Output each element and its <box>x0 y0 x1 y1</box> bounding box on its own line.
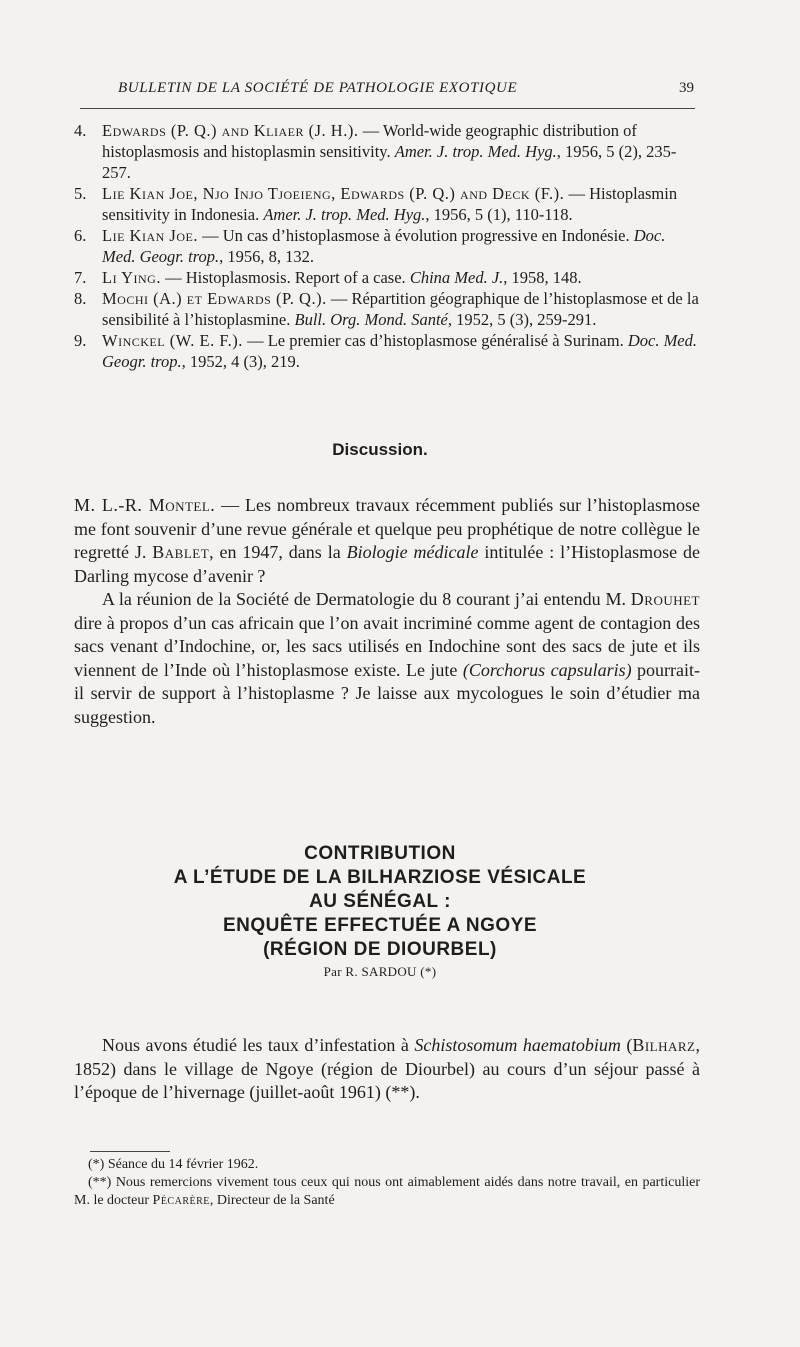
discussion-text <box>74 494 700 729</box>
article-body <box>74 1034 700 1105</box>
discussion-paragraph: A la réunion de la Société de Dermatologie du 8 courant j’ai entendu M. Drouhet dire à propos d’un cas africain que l’on avait incriminé comme agent de contagion des sacs venant d’Indochine, or, les sacs utilisés en Indochine sont des sacs de jute et ils viennent de l’Inde où l’histoplasmose existe. Le jute (Corchorus capsularis) pourrait-il servir de support à l’histoplasme ? Je laisse aux mycologues le soin d’étudier ma suggestion. <box>74 589 700 727</box>
footnotes <box>74 1156 700 1210</box>
reference-item: 4. Edwards (P. Q.) and Kliaer (J. H.). — World-wide geographic distribution of histoplasmosis and histoplasmin sensitivity. Amer. J. trop. Med. Hyg., 1956, 5 (2), 235-257. <box>74 121 677 182</box>
reference-list <box>74 120 700 372</box>
article-title: CONTRIBUTION A L’ÉTUDE DE LA BILHARZIOSE VÉSICALE AU SÉNÉGAL : ENQUÊTE EFFECTUÉE A NGOYE (RÉGION DE DIOURBEL) <box>173 843 587 960</box>
footnote: (*) Séance du 14 février 1962. <box>88 1157 259 1172</box>
reference-item: 9. Winckel (W. E. F.). — Le premier cas d’histoplasmose généralisé à Surinam. Doc. Med. Geogr. trop., 1952, 4 (3), 219. <box>74 331 698 371</box>
reference-item: 6. Lie Kian Joe. — Un cas d’histoplasmose à évolution progressive en Indonésie. Doc. Med. Geogr. trop., 1956, 8, 132. <box>74 226 666 266</box>
discussion-paragraph: M. L.-R. Montel. — Les nombreux travaux récemment publiés sur l’histoplasmose me font souvenir d’une revue générale et quelque peu prophétique de notre collègue le regretté J. Bablet, en 1947, dans la Biologie médicale intitulée : l’Histoplasmose de Darling mycose d’avenir ? <box>74 495 701 586</box>
reference-item: 5. Lie Kian Joe, Njo Injo Tjoeieng, Edwards (P. Q.) and Deck (F.). — Histoplasmin sensitivity in Indonesia. Amer. J. trop. Med. Hyg., 1956, 5 (1), 110-118. <box>74 184 678 224</box>
author-byline: Par R. SARDOU (*) <box>323 964 437 979</box>
footnote-rule <box>90 1151 170 1152</box>
header-rule <box>80 108 695 109</box>
running-header <box>118 80 694 97</box>
body-paragraph: Nous avons étudié les taux d’infestation à Schistosomum haematobium (Bilharz, 1852) dans le village de Ngoye (région de Diourbel) au cours d’un séjour passé à l’époque de l’hivernage (juillet-août 1961) (**). <box>74 1035 700 1102</box>
reference-item: 7. Li Ying. — Histoplasmosis. Report of a case. China Med. J., 1958, 148. <box>74 268 582 287</box>
reference-item: 8. Mochi (A.) et Edwards (P. Q.). — Répartition géographique de l’histoplasmose et de la sensibilité à l’histoplasmine. Bull. Org. Mond. Santé, 1952, 5 (3), 259-291. <box>74 289 699 329</box>
running-title: BULLETIN DE LA SOCIÉTÉ DE PATHOLOGIE EXOTIQUE <box>118 80 518 96</box>
page-number: 39 <box>679 80 694 96</box>
discussion-heading: Discussion. <box>332 440 428 459</box>
footnote: (**) Nous remercions vivement tous ceux qui nous ont aimablement aidés dans notre travail, en particulier M. le docteur Pécarère, Directeur de la Santé <box>74 1175 700 1208</box>
